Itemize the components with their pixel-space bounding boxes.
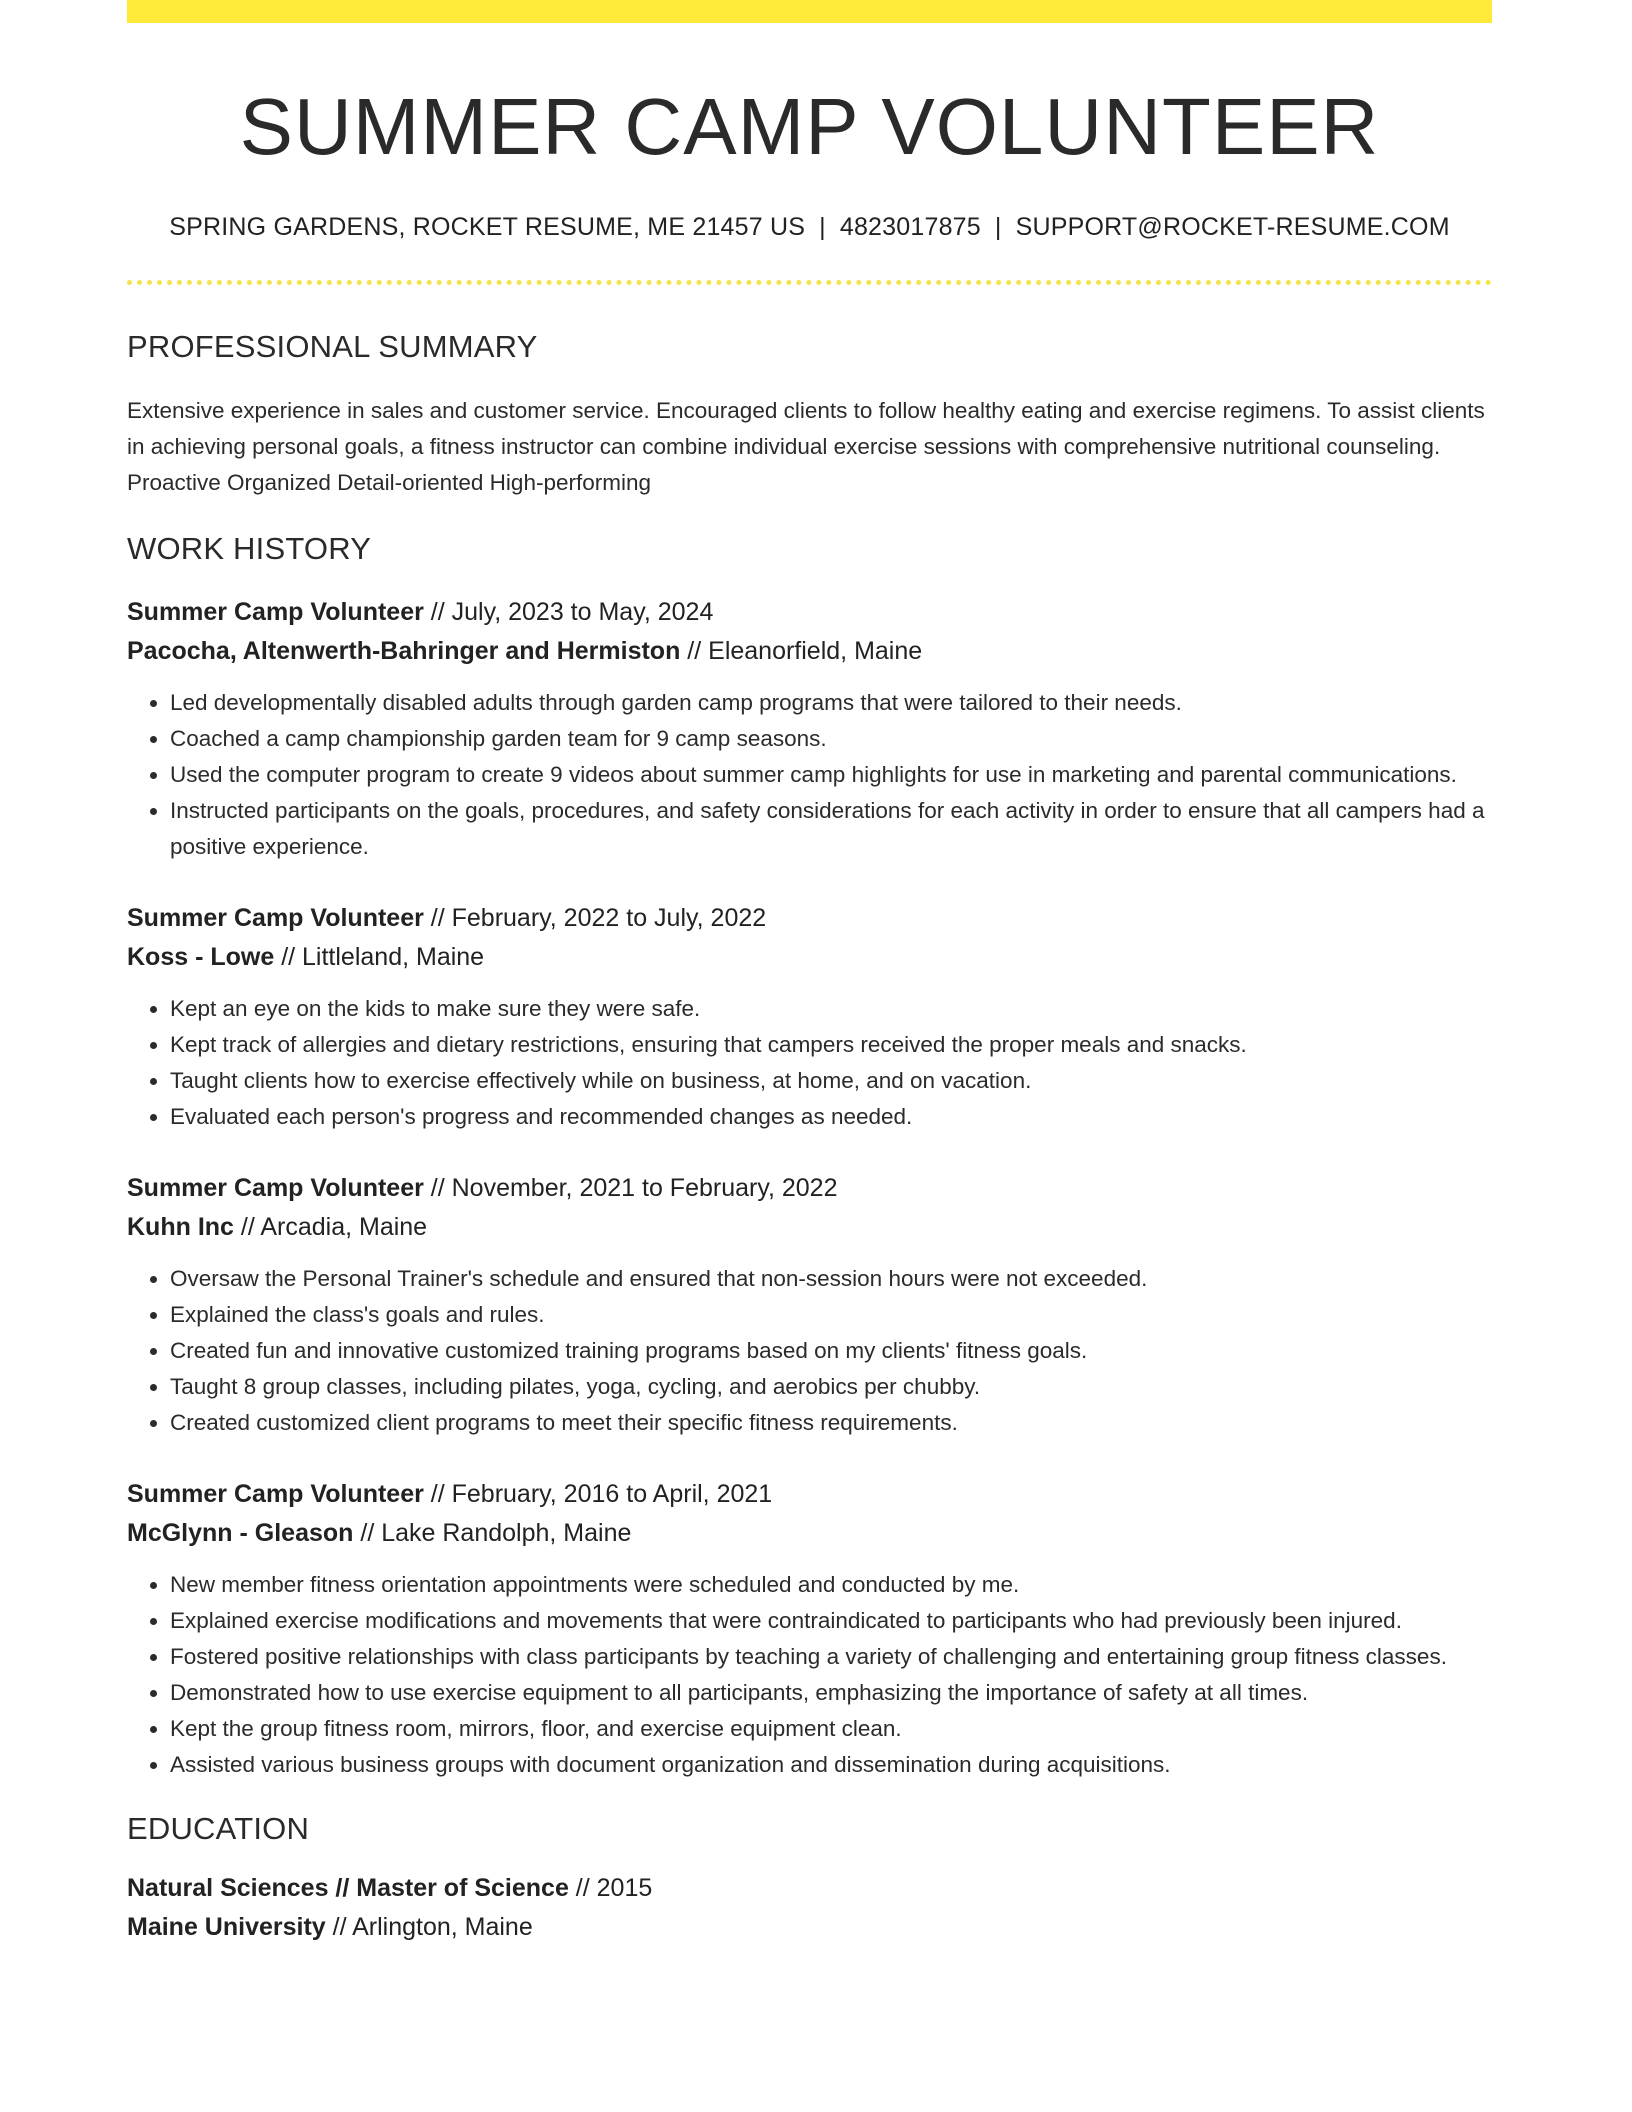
job-entry	[127, 593, 1492, 865]
school-line	[127, 1908, 1492, 1947]
list-item: • Led developmentally disabled adults through garden camp programs that were tailored to their needs.	[170, 685, 1492, 721]
list-item: • Kept track of allergies and dietary restrictions, ensuring that campers received the proper meals and snacks.	[170, 1027, 1492, 1063]
job-location: // Littleland, Maine	[274, 943, 485, 971]
list-item: • Used the computer program to create 9 videos about summer camp highlights for use in marketing and parental communications.	[170, 757, 1492, 793]
education-entry	[127, 1869, 1492, 1947]
job-company: Koss - Lowe	[127, 943, 275, 971]
list-item: • Demonstrated how to use exercise equipment to all participants, emphasizing the importance of safety at all times.	[170, 1675, 1492, 1711]
school-name: Maine University	[127, 1913, 326, 1941]
job-entry	[127, 1169, 1492, 1441]
job-bullets	[127, 685, 1492, 865]
list-item: • Coached a camp championship garden team for 9 camp seasons.	[170, 721, 1492, 757]
work-history-list	[127, 593, 1492, 1783]
dotted-divider	[127, 280, 1492, 285]
job-entry	[127, 899, 1492, 1135]
job-title-line	[127, 1169, 1492, 1208]
separator: |	[819, 213, 826, 241]
list-item: • Assisted various business groups with document organization and dissemination during acquisitions.	[170, 1747, 1492, 1783]
job-role: Summer Camp Volunteer	[127, 1174, 424, 1202]
degree: Natural Sciences // Master of Science	[127, 1874, 569, 1902]
job-location: // Arcadia, Maine	[233, 1213, 428, 1241]
separator: |	[994, 213, 1002, 241]
job-dates: // February, 2016 to April, 2021	[423, 1480, 773, 1508]
resume-page	[127, 0, 1492, 1947]
list-item: • Created fun and innovative customized training programs based on my clients' fitness goals.	[170, 1333, 1492, 1369]
list-item: • Instructed participants on the goals, procedures, and safety considerations for each activity in order to ensure that all campers had a positive experience.	[170, 793, 1492, 865]
graduation-year: // 2015	[568, 1874, 653, 1902]
list-item: • Kept the group fitness room, mirrors, floor, and exercise equipment clean.	[170, 1711, 1492, 1747]
list-item: • Taught 8 group classes, including pilates, yoga, cycling, and aerobics per chubby.	[170, 1369, 1492, 1405]
summary-heading: PROFESSIONAL SUMMARY	[127, 329, 538, 364]
email[interactable]: SUPPORT@ROCKET-RESUME.COM	[1015, 213, 1450, 241]
list-item: • New member fitness orientation appointments were scheduled and conducted by me.	[170, 1567, 1492, 1603]
degree-line	[127, 1869, 1492, 1908]
list-item: • Explained exercise modifications and movements that were contraindicated to participants who had previously been injured.	[170, 1603, 1492, 1639]
job-dates: // February, 2022 to July, 2022	[423, 904, 767, 932]
job-company-line	[127, 1514, 1492, 1553]
summary-text: Extensive experience in sales and customer service. Encouraged clients to follow healthy eating and exercise regimens. To assist clients in achieving personal goals, a fitness instructor can combine individual exercise sessions with comprehensive nutritional counseling. Proactive Organized Detail-oriented High-performing	[127, 398, 1485, 495]
job-company-line	[127, 1208, 1492, 1247]
job-entry	[127, 1475, 1492, 1783]
phone[interactable]: 4823017875	[839, 213, 981, 241]
job-bullets	[127, 1261, 1492, 1441]
job-location: // Eleanorfield, Maine	[680, 637, 923, 665]
job-dates: // July, 2023 to May, 2024	[423, 598, 714, 626]
accent-top-bar	[127, 0, 1492, 23]
job-company: Kuhn Inc	[127, 1213, 234, 1241]
list-item: • Oversaw the Personal Trainer's schedule and ensured that non-session hours were not exceeded.	[170, 1261, 1492, 1297]
list-item: • Created customized client programs to meet their specific fitness requirements.	[170, 1405, 1492, 1441]
job-bullets	[127, 991, 1492, 1135]
list-item: • Taught clients how to exercise effectively while on business, at home, and on vacation.	[170, 1063, 1492, 1099]
job-title-line	[127, 899, 1492, 938]
job-bullets	[127, 1567, 1492, 1783]
address: SPRING GARDENS, ROCKET RESUME, ME 21457 US	[169, 213, 806, 241]
job-title-line	[127, 593, 1492, 632]
job-role: Summer Camp Volunteer	[127, 598, 424, 626]
candidate-name: SUMMER CAMP VOLUNTEER	[239, 82, 1380, 171]
school-location: // Arlington, Maine	[325, 1913, 533, 1941]
list-item: • Kept an eye on the kids to make sure they were safe.	[170, 991, 1492, 1027]
contact-line	[127, 213, 1492, 242]
list-item: • Evaluated each person's progress and recommended changes as needed.	[170, 1099, 1492, 1135]
job-company-line	[127, 938, 1492, 977]
education-heading: EDUCATION	[127, 1811, 310, 1846]
job-role: Summer Camp Volunteer	[127, 1480, 424, 1508]
job-company: McGlynn - Gleason	[127, 1519, 354, 1547]
list-item: • Explained the class's goals and rules.	[170, 1297, 1492, 1333]
job-location: // Lake Randolph, Maine	[353, 1519, 632, 1547]
job-company-line	[127, 632, 1492, 671]
job-title-line	[127, 1475, 1492, 1514]
job-dates: // November, 2021 to February, 2022	[423, 1174, 838, 1202]
list-item: • Fostered positive relationships with class participants by teaching a variety of challenging and entertaining group fitness classes.	[170, 1639, 1492, 1675]
work-history-heading: WORK HISTORY	[127, 531, 372, 566]
job-role: Summer Camp Volunteer	[127, 904, 424, 932]
job-company: Pacocha, Altenwerth-Bahringer and Hermiston	[127, 637, 681, 665]
